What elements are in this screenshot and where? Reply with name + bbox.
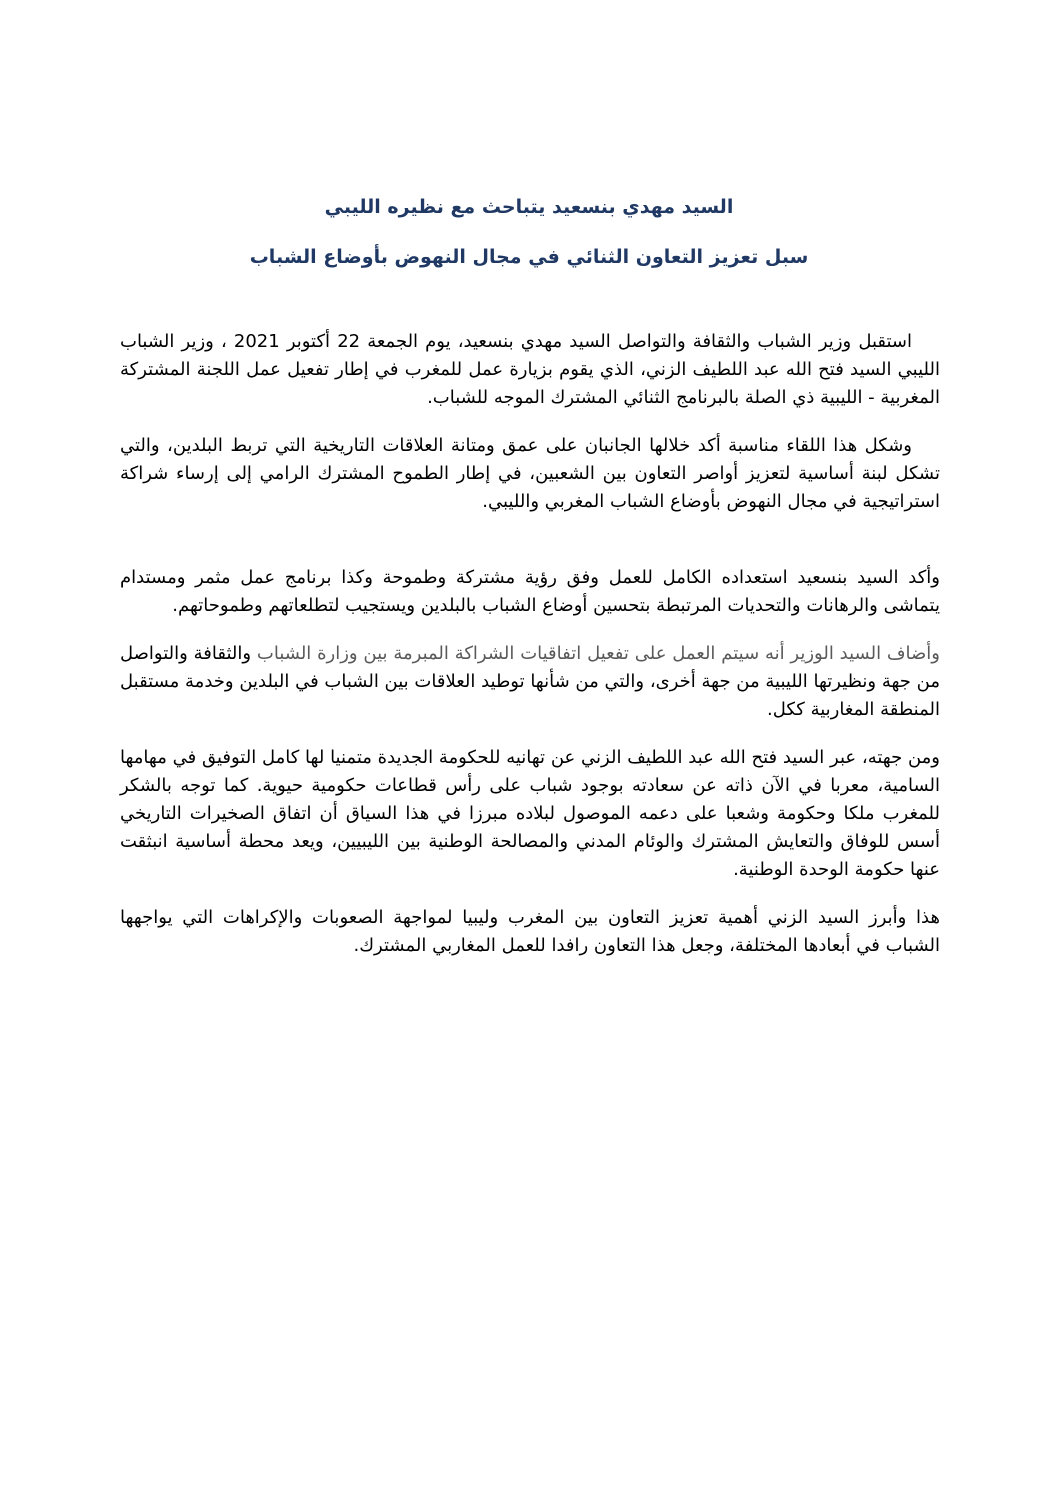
heading-block xyxy=(120,192,938,272)
document-subtitle: سبل تعزيز التعاون الثنائي في مجال النهوض بأوضاع الشباب xyxy=(249,246,809,268)
paragraph-6: هذا وأبرز السيد الزني أهمية تعزيز التعاون بين المغرب وليبيا لمواجهة الصعوبات والإكراهات التي يواجهها الشباب في أبعادها المختلفة، وجعل هذا التعاون رافدا للعمل المغاربي المشترك. xyxy=(120,907,940,956)
paragraph-4 xyxy=(120,640,940,724)
paragraph-3: وأكد السيد بنسعيد استعداده الكامل للعمل وفق رؤية مشتركة وطموحة وكذا برنامج عمل مثمر ومستدام يتماشى والرهانات والتحديات المرتبطة بتحسين أوضاع الشباب بالبلدين ويستجيب لتطلعاتهم وطموحاتهم. xyxy=(120,567,940,616)
document-body xyxy=(120,328,940,960)
paragraph-5: ومن جهته، عبر السيد فتح الله عبد اللطيف الزني عن تهانيه للحكومة الجديدة متمنيا لها كامل التوفيق في مهامها السامية، معربا في الآن ذاته عن سعادته بوجود شباب على رأس قطاعات حكومية حيوية. كما توجه بالشكر للمغرب ملكا وحكومة وشعبا على دعمه الموصول لبلاده مبرزا في هذا السياق أن اتفاق الصخيرات التاريخي أسس للوفاق والتعايش المشترك والوئام المدني والمصالحة الوطنية بين الليبيين، ويعد محطة أساسية انبثقت عنها حكومة الوحدة الوطنية. xyxy=(120,747,940,880)
paragraph-1: استقبل وزير الشباب والثقافة والتواصل السيد مهدي بنسعيد، يوم الجمعة 22 أكتوبر 2021 ، وزير الشباب الليبي السيد فتح الله عبد اللطيف الزني، الذي يقوم بزيارة عمل للمغرب في إطار تفعيل عمل اللجنة المشتركة المغربية - الليبية ذي الصلة بالبرنامج الثنائي المشترك الموجه للشباب. xyxy=(120,331,940,408)
paragraph-4-rest: والثقافة والتواصل من جهة ونظيرتها الليبية من جهة أخرى، والتي من شأنها توطيد العلاقات بين الشباب في البلدين وخدمة مستقبل المنطقة المغاربية ككل. xyxy=(120,643,940,720)
document-title: السيد مهدي بنسعيد يتباحث مع نظيره الليبي xyxy=(324,196,734,218)
paragraph-4-lead: وأضاف السيد الوزير أنه سيتم العمل على تفعيل اتفاقيات الشراكة المبرمة بين وزارة الشباب xyxy=(251,643,940,664)
paragraph-2: وشكل هذا اللقاء مناسبة أكد خلالها الجانبان على عمق ومتانة العلاقات التاريخية التي تربط البلدين، والتي تشكل لبنة أساسية لتعزيز أواصر التعاون بين الشعبين، في إطار الطموح المشترك الرامي إلى إرساء شراكة استراتيجية في مجال النهوض بأوضاع الشباب المغربي والليبي. xyxy=(120,435,940,512)
